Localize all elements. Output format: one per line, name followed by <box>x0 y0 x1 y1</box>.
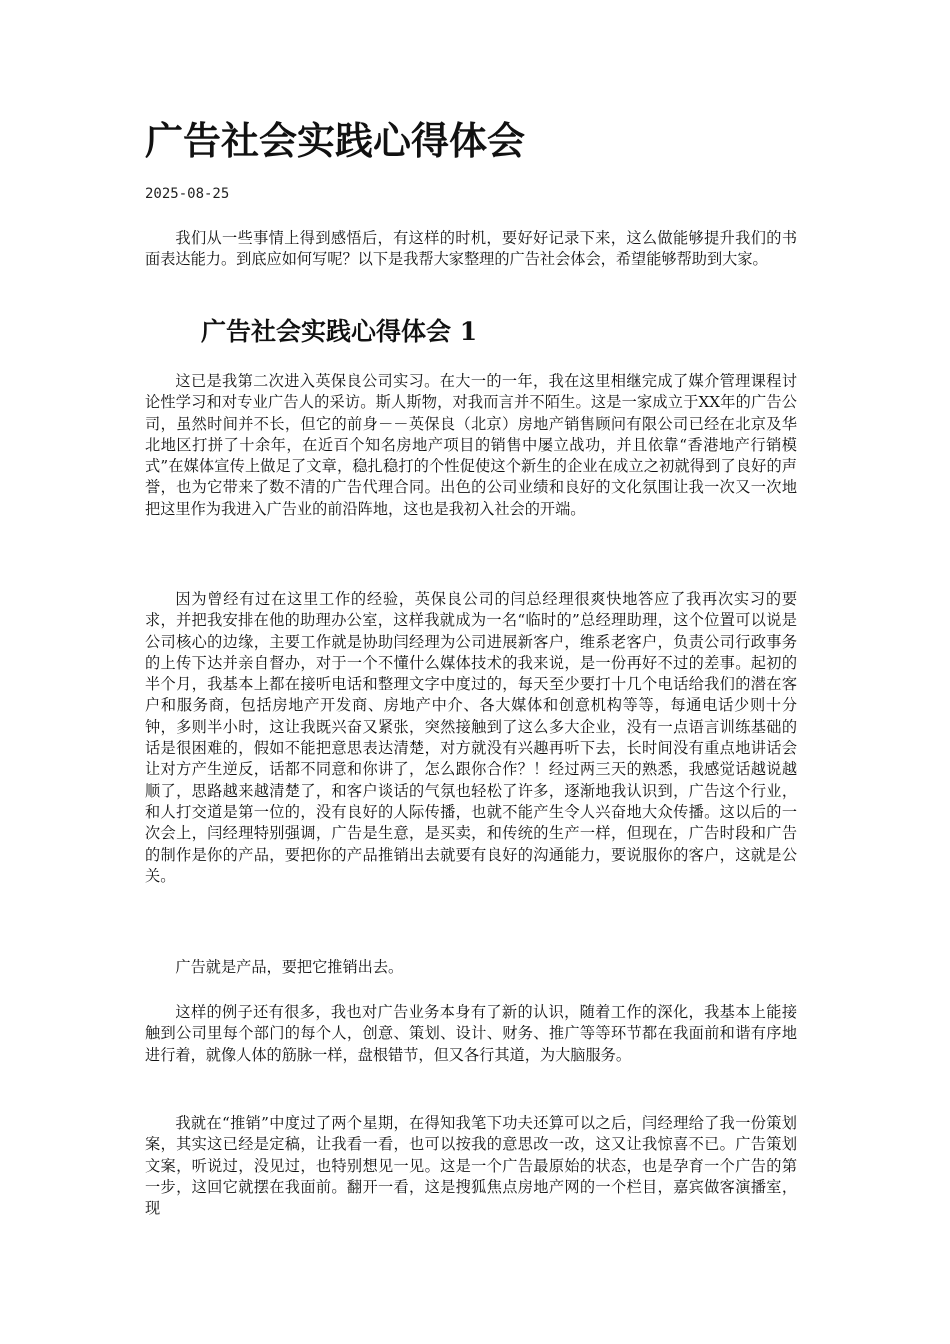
body-paragraph-4: 这样的例子还有很多，我也对广告业务本身有了新的认识，随着工作的深化，我基本上能接触到公司里每个部门的每个人，创意、策划、设计、财务、推广等等环节都在我面前和谐有序地进行着，就像人体的筋脉一样，盘根错节，但又各行其道，为大脑服务。 <box>145 1003 797 1064</box>
body-paragraph-5: 我就在“推销”中度过了两个星期，在得知我笔下功夫还算可以之后，闫经理给了我一份策划案，其实这已经是定稿，让我看一看，也可以按我的意思改一改，这又让我惊喜不已。广告策划文案，听说过，没见过，也特别想见一见。这是一个广告最原始的状态，也是孕育一个广告的第一步，这回它就摆在我面前。翻开一看，这是搜狐焦点房地产网的一个栏目，嘉宾做客演播室，现 <box>145 1114 797 1218</box>
body-paragraph-3: 广告就是产品，要把它推销出去。 <box>175 958 404 976</box>
document-title: 广告社会实践心得体会 <box>145 118 526 163</box>
document-date: 2025-08-25 <box>145 186 230 202</box>
body-paragraph-2: 因为曾经有过在这里工作的经验，英保良公司的闫总经理很爽快地答应了我再次实习的要求，并把我安排在他的助理办公室，这样我就成为一名“临时的”总经理助理，这个位置可以说是公司核心的边缘，主要工作就是协助闫经理为公司进展新客户，维系老客户，负责公司行政事务的上传下达并亲自督办，对于一个不懂什么媒体技术的我来说，是一份再好不过的差事。起初的半个月，我基本上都在接听电话和整理文字中度过的，每天至少要打十几个电话给我们的潜在客户和服务商，包括房地产开发商、房地产中介、各大媒体和创意机构等等，每通电话少则十分钟，多则半小时，这让我既兴奋又紧张，突然接触到了这么多大企业，没有一点语言训练基础的话是很困难的，假如不能把意思表达清楚，对方就没有兴趣再听下去，长时间没有重点地讲话会让对方产生逆反，话都不同意和你讲了，怎么跟你合作？！经过两三天的熟悉，我感觉话越说越顺了，思路越来越清楚了，和客户谈话的气氛也轻松了许多，逐渐地我认识到，广告这个行业，和人打交道是第一位的，没有良好的人际传播，也就不能产生令人兴奋地大众传播。这以后的一次会上，闫经理特别强调，广告是生意，是买卖，和传统的生产一样，但现在，广告时段和广告的制作是你的产品，要把你的产品推销出去就要有良好的沟通能力，要说服你的客户，这就是公关。 <box>145 590 797 885</box>
body-paragraph-1: 这已是我第二次进入英保良公司实习。在大一的一年，我在这里相继完成了媒介管理课程讨论性学习和对专业广告人的采访。斯人斯物，对我而言并不陌生。这是一家成立于XX年的广告公司，虽然时间并不长，但它的前身－－英保良（北京）房地产销售顾问有限公司已经在北京及华北地区打拼了十余年，在近百个知名房地产项目的销售中屡立战功，并且依靠“香港地产行销模式”在媒体宣传上做足了文章，稳扎稳打的个性促使这个新生的企业在成立之初就得到了良好的声誉，也为它带来了数不清的广告代理合同。出色的公司业绩和良好的文化氛围让我一次又一次地把这里作为我进入广告业的前沿阵地，这也是我初入社会的开端。 <box>145 372 797 518</box>
intro-paragraph: 我们从一些事情上得到感悟后，有这样的时机，要好好记录下来，这么做能够提升我们的书面表达能力。到底应如何写呢？以下是我帮大家整理的广告社会体会，希望能够帮助到大家。 <box>145 229 797 269</box>
section-heading: 广告社会实践心得体会 1 <box>201 317 478 346</box>
